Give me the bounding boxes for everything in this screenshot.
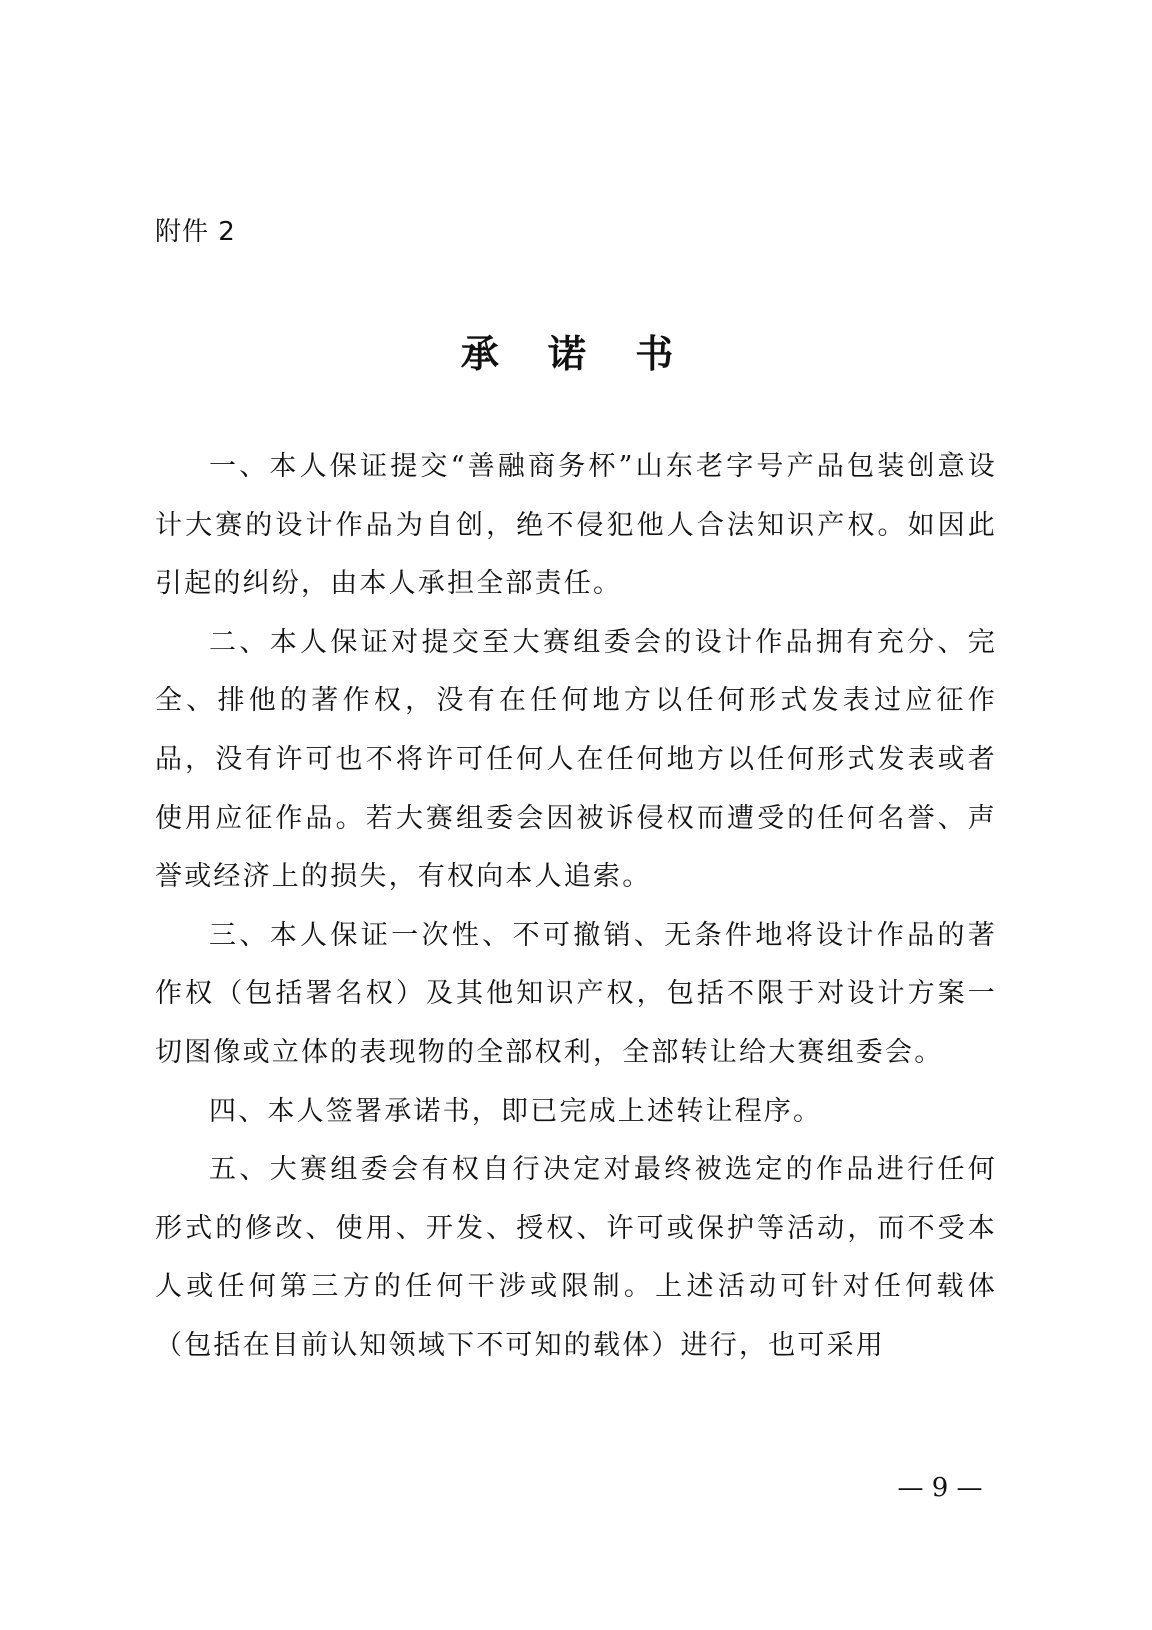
paragraph-5: 五、大赛组委会有权自行决定对最终被选定的作品进行任何形式的修改、使用、开发、授权、许可或保护等活动，而不受本人或任何第三方的任何干涉或限制。上述活动可针对任何载体（包括在目前认知领域下不可知的载体）进行，也可采用 — [155, 1154, 997, 1361]
paragraph-4: 四、本人签署承诺书，即已完成上述转让程序。 — [209, 1095, 823, 1127]
document-title: 承 诺 书 — [460, 331, 692, 376]
document-body — [155, 438, 997, 1376]
paragraph-3: 三、本人保证一次性、不可撤销、无条件地将设计作品的著作权（包括署名权）及其他知识产权，包括不限于对设计方案一切图像或立体的表现物的全部权利，全部转让给大赛组委会。 — [155, 919, 997, 1068]
page-number: — 9 — — [897, 1473, 983, 1503]
attachment-label: 附件 2 — [155, 217, 236, 247]
paragraph-2: 二、本人保证对提交至大赛组委会的设计作品拥有充分、完全、排他的著作权，没有在任何地方以任何形式发表过应征作品，没有许可也不将许可任何人在任何地方以任何形式发表或者使用应征作品。若大赛组委会因被诉侵权而遭受的任何名誉、声誉或经济上的损失，有权向本人追索。 — [155, 626, 997, 893]
paragraph-1: 一、本人保证提交“善融商务杯”山东老字号产品包装创意设计大赛的设计作品为自创，绝不侵犯他人合法知识产权。如因此引起的纠纷，由本人承担全部责任。 — [155, 451, 997, 600]
